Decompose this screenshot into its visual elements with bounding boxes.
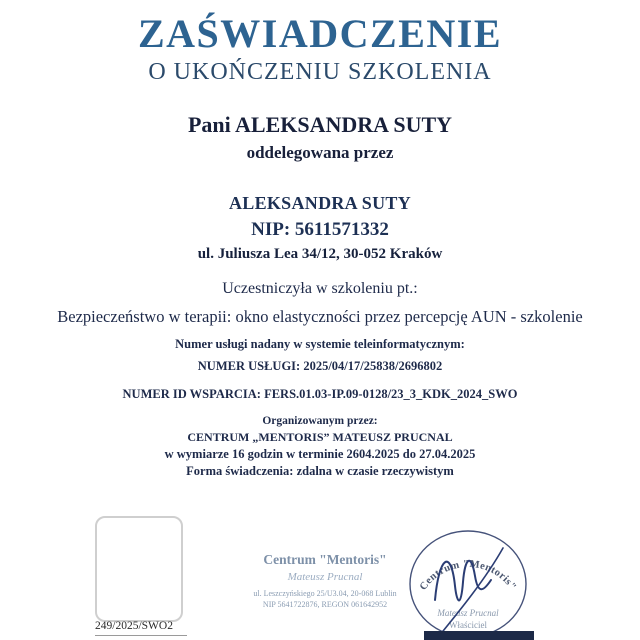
training-schedule: w wymiarze 16 godzin w terminie 2604.2025 do 27.04.2025	[164, 446, 476, 461]
round-stamp-graphic	[403, 528, 535, 640]
certificate-title: ZAŚWIADCZENIE	[137, 11, 503, 56]
stamp-placeholder-box	[95, 516, 183, 622]
reference-number: 249/2025/SWO2	[95, 620, 187, 636]
participant-company-name: ALEKSANDRA SUTY	[228, 193, 412, 213]
recipient-name: Pani ALEKSANDRA SUTY	[187, 112, 453, 137]
stamp-company-name: Centrum "Mentoris"	[263, 552, 387, 567]
participant-address: ul. Juliusza Lea 34/12, 30-052 Kraków	[197, 246, 443, 262]
bottom-dark-bar	[424, 631, 534, 640]
service-number: NUMER USŁUGI: 2025/04/17/25838/2696802	[197, 358, 443, 373]
delivery-form: Forma świadczenia: zdalna w czasie rzeczywistym	[186, 463, 454, 478]
support-id-number: NUMER ID WSPARCIA: FERS.01.03-IP.09-0128/23_3_KDK_2024_SWO	[122, 386, 518, 401]
company-stamp	[220, 552, 430, 609]
participation-intro: Uczestniczyła w szkoleniu pt.:	[222, 280, 418, 297]
stamp-company-registration: NIP 5641722876, REGON 061642952	[262, 600, 388, 609]
stamp-owner-name: Mateusz Prucnal	[287, 571, 363, 583]
round-stamp-role: Właściciel	[449, 620, 487, 630]
service-number-label: Numer usługi nadany w systemie teleinformatycznym:	[175, 336, 465, 351]
certificate-subtitle: O UKOŃCZENIU SZKOLENIA	[148, 59, 492, 85]
organizer-name: CENTRUM „MENTORIS” MATEUSZ PRUCNAL	[187, 429, 453, 444]
round-stamp-title: Centrum "Mentoris"	[417, 558, 519, 593]
round-stamp	[403, 528, 535, 640]
stamp-company-address: ul. Leszczyńskiego 25/U3.04, 20-068 Lublin	[253, 589, 397, 598]
round-stamp-owner: Mateusz Prucnal	[437, 608, 499, 618]
organized-by-label: Organizowanym przez:	[262, 414, 378, 427]
training-title: Bezpieczeństwo w terapii: okno elastyczności przez percepcję AUN - szkolenie	[57, 307, 583, 326]
delegated-by-label: oddelegowana przez	[246, 143, 394, 162]
participant-nip: NIP: 5611571332	[251, 219, 389, 240]
svg-text:Centrum "Mentoris"	[418, 559, 518, 593]
